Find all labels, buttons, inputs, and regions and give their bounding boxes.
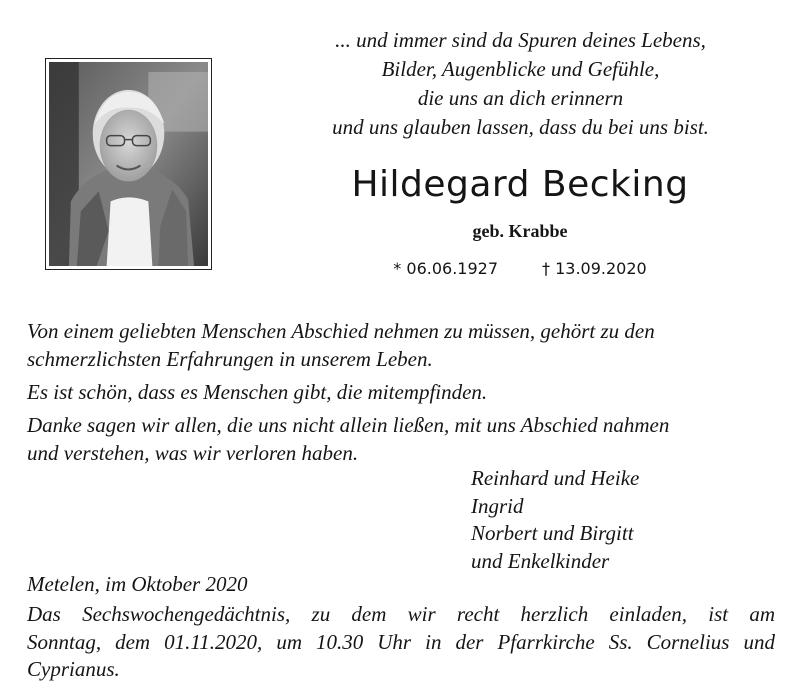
place-and-date: Metelen, im Oktober 2020 (27, 572, 248, 596)
life-dates (280, 258, 760, 280)
text-line: und verstehen, was wir verloren haben. (27, 441, 359, 465)
deceased-name: Hildegard Becking (351, 164, 689, 205)
mourner-name: Norbert und Birgitt (471, 521, 634, 545)
obituary-text (27, 317, 777, 467)
mourner-name: Ingrid (471, 493, 524, 518)
poem-line: die uns an dich erinnern (417, 86, 624, 110)
birth-date: * 06.06.1927 (393, 259, 498, 278)
death-date: † 13.09.2020 (542, 259, 647, 278)
portrait-photo (45, 58, 212, 270)
birth-name: geb. Krabbe (472, 221, 568, 241)
poem-line: Bilder, Augenblicke und Gefühle, (381, 57, 660, 81)
text-line: Von einem geliebten Menschen Abschied nehmen zu müssen, gehört zu den (27, 319, 655, 343)
poem-line: und uns glauben lassen, dass du bei uns bist. (332, 115, 709, 139)
memorial-service-notice (27, 601, 775, 684)
notice-line: Das Sechswochengedächtnis, zu dem wir recht herzlich einladen, ist am (27, 602, 775, 626)
poem-line: ... und immer sind da Spuren deines Lebens, (335, 28, 706, 52)
mourner-name: und Enkelkinder (471, 548, 610, 573)
notice-line: Cyprianus. (27, 657, 120, 681)
mourners-list (471, 465, 639, 575)
memorial-poem (268, 26, 773, 142)
text-line: Es ist schön, dass es Menschen gibt, die mitempfinden. (27, 380, 488, 404)
text-line: schmerzlichsten Erfahrungen in unserem Leben. (27, 347, 433, 371)
mourner-name: Reinhard und Heike (471, 466, 640, 490)
portrait-image (49, 62, 208, 266)
text-line: Danke sagen wir allen, die uns nicht allein ließen, mit uns Abschied nahmen (27, 413, 670, 437)
notice-line: Sonntag, dem 01.11.2020, um 10.30 Uhr in der Pfarrkirche Ss. Cornelius und (27, 629, 775, 654)
